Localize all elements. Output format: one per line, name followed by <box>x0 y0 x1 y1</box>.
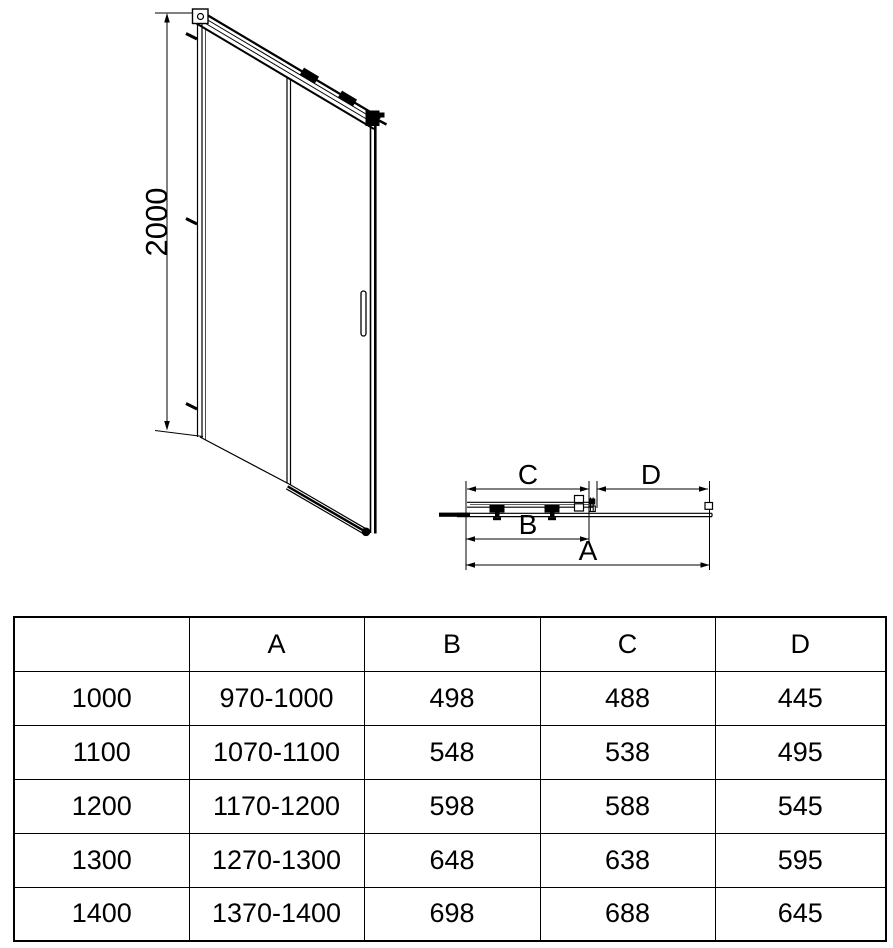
cell-b: 498 <box>364 671 540 725</box>
guide-block <box>575 496 584 503</box>
table-row <box>14 671 886 725</box>
dim-c-label: C <box>517 459 539 490</box>
cell-c: 488 <box>540 671 715 725</box>
rail-end-cap <box>366 111 380 127</box>
table-header-row <box>14 617 886 671</box>
roller-foot <box>548 517 556 520</box>
top-rail <box>193 9 385 129</box>
arrow-left-icon <box>466 562 475 568</box>
height-dimension-label: 2000 <box>139 187 174 257</box>
right-frame <box>371 120 387 534</box>
right-wall-bracket <box>705 503 713 510</box>
cell-size: 1100 <box>14 725 189 779</box>
roller-carriage <box>490 505 505 513</box>
cell-a: 970-1000 <box>189 671 364 725</box>
arrow-up-icon <box>164 13 170 23</box>
wall-mount-bracket <box>379 121 387 125</box>
guide-block <box>575 504 584 511</box>
dim-a-label: A <box>578 535 598 566</box>
cell-b: 548 <box>364 725 540 779</box>
door-handle <box>361 291 366 336</box>
cell-a: 1370-1400 <box>189 887 364 941</box>
bottom-rail <box>286 484 370 536</box>
arrow-right-icon <box>580 486 589 492</box>
header-cell-size <box>14 617 189 671</box>
track-end-block <box>589 499 595 505</box>
header-cell-a: A <box>189 617 364 671</box>
table-row <box>14 833 886 887</box>
arrow-right-icon <box>701 562 710 568</box>
cell-c: 588 <box>540 779 715 833</box>
rail-end-nub <box>380 113 385 118</box>
rail-end-cap <box>362 528 371 537</box>
cell-c: 538 <box>540 725 715 779</box>
arrow-down-icon <box>164 421 170 431</box>
roller-foot <box>493 517 501 520</box>
table-row <box>14 779 886 833</box>
top-left-corner-cap <box>193 9 209 24</box>
cell-a: 1170-1200 <box>189 779 364 833</box>
arrow-left-icon <box>466 536 475 542</box>
cell-size: 1000 <box>14 671 189 725</box>
table-row <box>14 725 886 779</box>
table-row <box>14 887 886 941</box>
cell-b: 698 <box>364 887 540 941</box>
cell-size: 1400 <box>14 887 189 941</box>
size-table <box>13 616 887 942</box>
dim-b-label: B <box>518 509 538 540</box>
sliding-panel-edge <box>287 78 291 486</box>
roller-block <box>302 71 317 80</box>
left-frame <box>198 15 206 440</box>
wall-mount-brackets <box>186 34 197 410</box>
header-cell-d: D <box>715 617 886 671</box>
header-cell-c: C <box>540 617 715 671</box>
cell-d: 545 <box>715 779 886 833</box>
left-wall-stub <box>439 513 470 517</box>
cell-size: 1300 <box>14 833 189 887</box>
cell-size: 1200 <box>14 779 189 833</box>
plan-view <box>439 459 713 570</box>
roller-block <box>340 94 355 103</box>
cell-c: 638 <box>540 833 715 887</box>
cell-d: 595 <box>715 833 886 887</box>
cell-b: 598 <box>364 779 540 833</box>
arrow-right-icon <box>699 486 708 492</box>
cell-c: 688 <box>540 887 715 941</box>
front-view <box>139 9 387 536</box>
cell-d: 445 <box>715 671 886 725</box>
arrow-left-icon <box>467 486 476 492</box>
arrow-left-icon <box>597 486 606 492</box>
cell-b: 648 <box>364 833 540 887</box>
roller-carriage <box>545 505 560 513</box>
cell-a: 1070-1100 <box>189 725 364 779</box>
dim-d-label: D <box>640 459 662 490</box>
cell-d: 495 <box>715 725 886 779</box>
header-cell-b: B <box>364 617 540 671</box>
cell-d: 645 <box>715 887 886 941</box>
bottom-edge <box>200 437 289 484</box>
cell-a: 1270-1300 <box>189 833 364 887</box>
